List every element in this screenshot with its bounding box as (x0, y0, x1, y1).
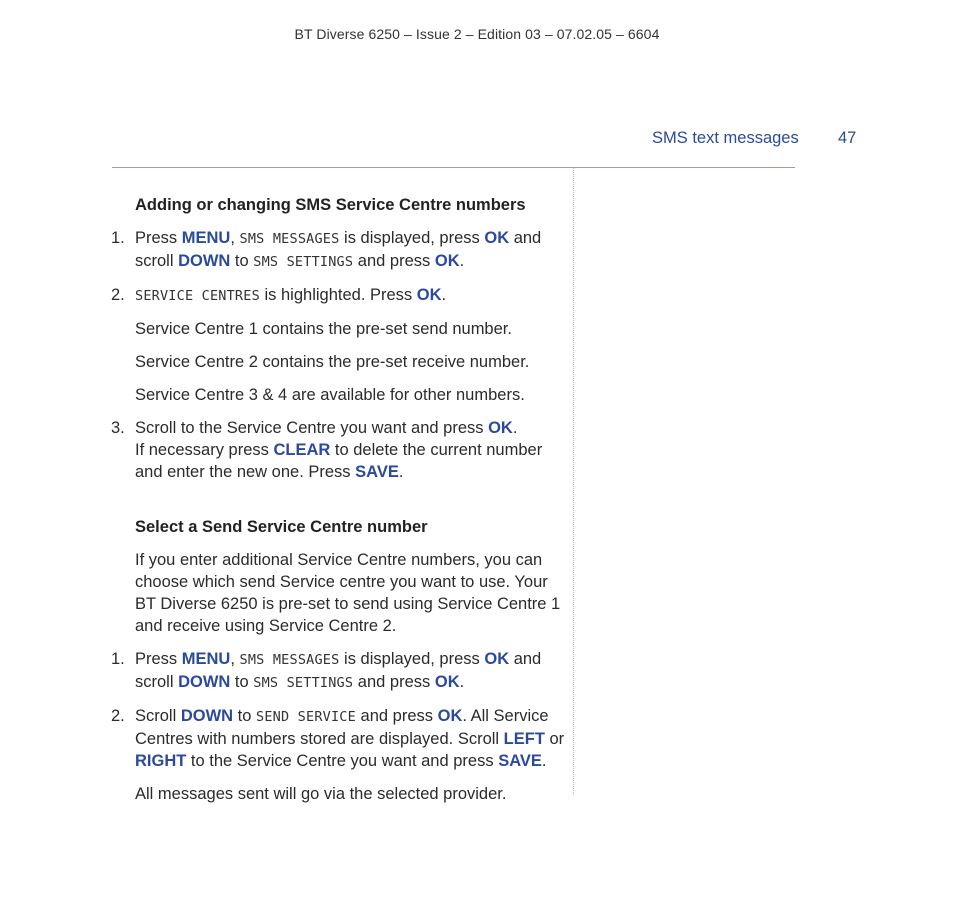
step-text: If necessary press (135, 441, 274, 459)
display-text-service-centres: SERVICE CENTRES (135, 288, 260, 304)
document-reference: BT Diverse 6250 – Issue 2 – Edition 03 – 07.02.05 – 6604 (294, 26, 660, 42)
step-text: or (544, 730, 565, 748)
step-text: and scroll (135, 229, 542, 270)
key-label-ok: OK (434, 673, 460, 691)
step-text: . (541, 752, 547, 770)
key-label-ok: OK (434, 252, 460, 270)
step-text: Scroll to the Service Centre you want and press (135, 419, 489, 437)
step-text: . (459, 673, 465, 691)
key-label-down: DOWN (178, 252, 231, 270)
instruction-step (111, 417, 565, 483)
running-section-title: SMS text messages (652, 129, 799, 147)
step-text: to (230, 673, 254, 691)
step-text: is displayed, press (339, 229, 485, 247)
step-text: Press (135, 229, 182, 247)
closing-paragraph: All messages sent will go via the selected provider. (135, 785, 507, 803)
step-text: , (230, 229, 240, 247)
step-text: . (512, 419, 518, 437)
display-text-sms-settings: SMS SETTINGS (253, 675, 354, 691)
step-text: . (459, 252, 465, 270)
step-text: Press (135, 650, 182, 668)
display-text-send-service: SEND SERVICE (256, 709, 356, 725)
key-label-ok: OK (488, 419, 513, 437)
key-label-menu: MENU (181, 650, 231, 668)
key-label-ok: OK (416, 286, 442, 304)
step-text: to (230, 252, 254, 270)
step-number: 3. (111, 419, 125, 437)
step-text: to delete the current number and enter the new one. Press (135, 441, 543, 481)
step-text: is displayed, press (339, 650, 485, 668)
info-paragraph: Service Centre 3 & 4 are available for other numbers. (135, 386, 525, 404)
step-text: and press (353, 673, 435, 691)
step-text: Scroll (135, 707, 181, 725)
step-text: . (398, 463, 404, 481)
step-text: . All Service Centres with numbers stored are displayed. Scroll (135, 707, 549, 748)
step-number: 1. (111, 229, 125, 247)
step-text: to (233, 707, 257, 725)
header-rule (112, 167, 795, 168)
step-text: and press (355, 707, 438, 725)
key-label-save: SAVE (498, 752, 542, 770)
key-label-left: LEFT (503, 730, 545, 748)
step-number: 1. (111, 650, 125, 668)
key-label-clear: CLEAR (273, 441, 331, 459)
page-number: 47 (838, 129, 857, 147)
instruction-step (111, 227, 565, 273)
key-label-ok: OK (437, 707, 463, 725)
key-label-right: RIGHT (135, 752, 187, 770)
step-text: is highlighted. Press (259, 286, 417, 304)
key-label-down: DOWN (180, 707, 234, 725)
section-heading-select-send-centre: Select a Send Service Centre number (135, 518, 428, 536)
key-label-menu: MENU (181, 229, 231, 247)
instruction-step (111, 284, 565, 307)
section-heading-adding-service-centre: Adding or changing SMS Service Centre numbers (135, 196, 526, 214)
key-label-save: SAVE (355, 463, 399, 481)
intro-paragraph: If you enter additional Service Centre numbers, you can choose which send Service centre you want to use. Your BT Diverse 6250 is pre-set to send using Service Centre 1 and receive using Service Centre 2. (135, 551, 561, 635)
display-text-sms-messages: SMS MESSAGES (239, 231, 340, 247)
key-label-down: DOWN (178, 673, 231, 691)
display-text-sms-messages: SMS MESSAGES (239, 652, 340, 668)
display-text-sms-settings: SMS SETTINGS (253, 254, 354, 270)
step-text: and press (353, 252, 435, 270)
info-paragraph: Service Centre 2 contains the pre-set receive number. (135, 353, 530, 371)
main-content (111, 194, 565, 816)
step-text: . (441, 286, 447, 304)
step-text: and scroll (135, 650, 542, 691)
step-number: 2. (111, 286, 125, 304)
instruction-step (111, 705, 565, 772)
instruction-step (111, 648, 565, 694)
key-label-ok: OK (484, 650, 510, 668)
info-paragraph: Service Centre 1 contains the pre-set send number. (135, 320, 512, 338)
key-label-ok: OK (484, 229, 510, 247)
step-text: to the Service Centre you want and press (186, 752, 499, 770)
column-divider (573, 168, 574, 795)
step-number: 2. (111, 707, 125, 725)
step-text: , (230, 650, 240, 668)
